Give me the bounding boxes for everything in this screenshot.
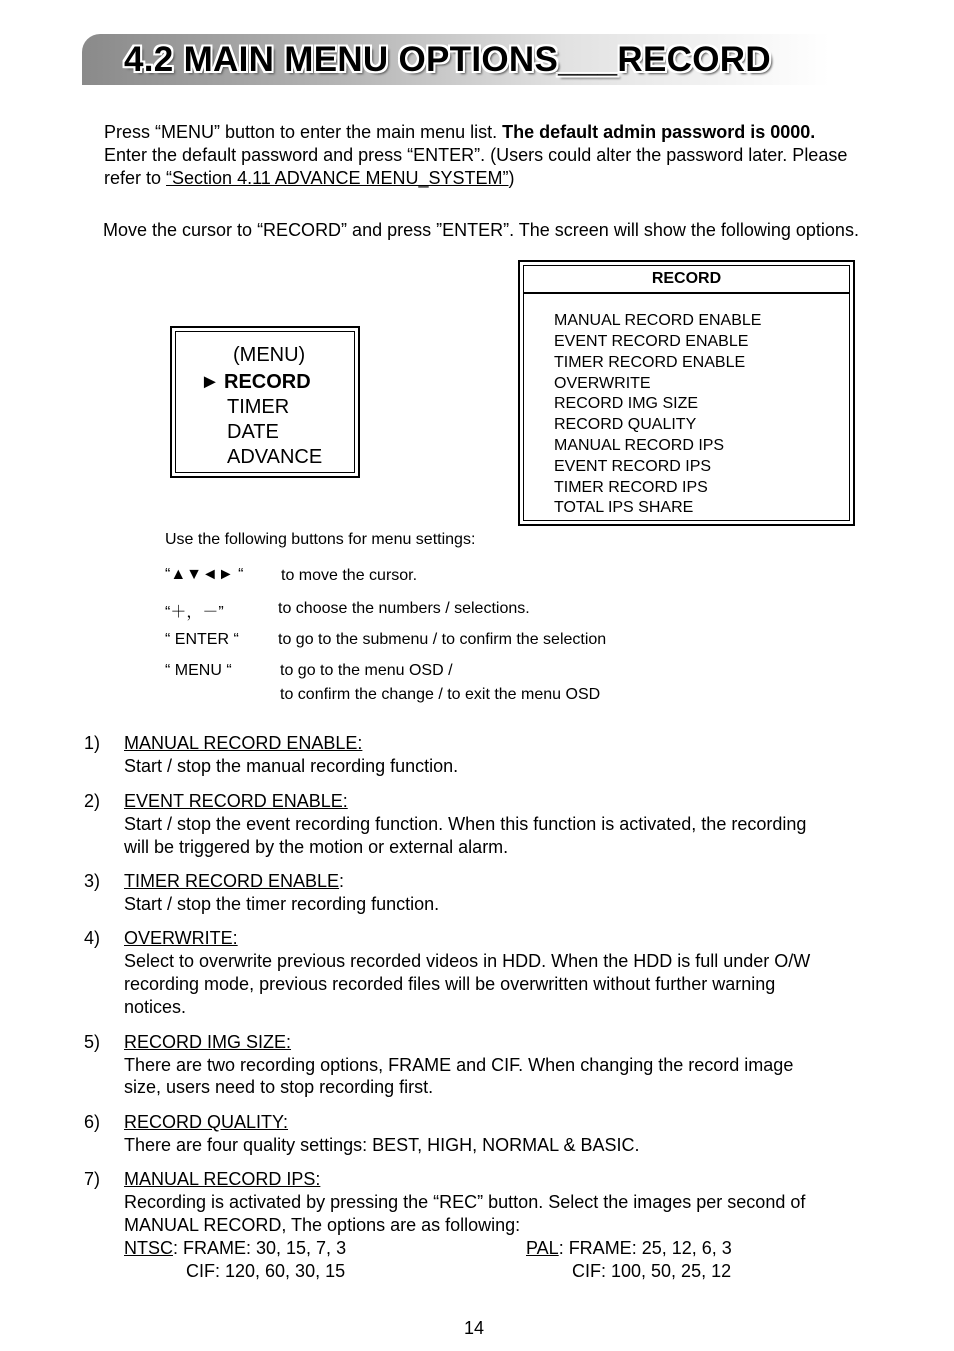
list-item-text: will be triggered by the motion or external alarm. bbox=[124, 837, 509, 857]
intro-line-3 bbox=[104, 167, 514, 190]
buttons-intro: Use the following buttons for menu settings: bbox=[165, 531, 476, 548]
list-item-text: notices. bbox=[124, 997, 187, 1017]
pal-cif: CIF: 100, 50, 25, 12 bbox=[572, 1261, 732, 1281]
ntsc-frame: : FRAME: 30, 15, 7, 3 bbox=[173, 1238, 347, 1258]
list-item-text: size, users need to stop recording first. bbox=[124, 1077, 434, 1097]
ntsc-cif: CIF: 120, 60, 30, 15 bbox=[186, 1261, 346, 1281]
record-option[interactable]: MANUAL RECORD IPS bbox=[554, 437, 725, 454]
list-item-text: There are two recording options, FRAME and CIF. When changing the record image bbox=[124, 1055, 794, 1075]
ntsc-label: NTSC bbox=[124, 1238, 173, 1258]
enter-key-label: “ ENTER “ bbox=[165, 631, 239, 648]
list-item-text: recording mode, previous recorded files will be overwritten without further warning bbox=[124, 974, 776, 994]
pal-frame-line bbox=[526, 1237, 732, 1260]
list-item-title: RECORD IMG SIZE: bbox=[124, 1032, 292, 1052]
list-item-text: There are four quality settings: BEST, HIGH, NORMAL & BASIC. bbox=[124, 1135, 640, 1155]
intro-line-1 bbox=[104, 121, 815, 144]
cursor-arrow-icon: ► bbox=[200, 371, 220, 393]
list-item-text: Select to overwrite previous recorded videos in HDD. When the HDD is full under O/W bbox=[124, 951, 811, 971]
list-item-title: TIMER RECORD ENABLE bbox=[124, 871, 340, 891]
pal-frame: : FRAME: 25, 12, 6, 3 bbox=[558, 1238, 732, 1258]
list-item-title: EVENT RECORD ENABLE: bbox=[124, 791, 348, 811]
intro-line-2: Enter the default password and press “ENTER”. (Users could alter the password later. Please bbox=[104, 145, 848, 165]
record-option[interactable]: RECORD IMG SIZE bbox=[554, 395, 699, 412]
menu-key-desc-2: to confirm the change / to exit the menu OSD bbox=[280, 686, 601, 703]
list-number: 7) bbox=[84, 1169, 101, 1189]
record-option[interactable]: TIMER RECORD IPS bbox=[554, 479, 708, 496]
intro-close: ) bbox=[508, 168, 515, 188]
list-item-text: MANUAL RECORD, The options are as following: bbox=[124, 1215, 521, 1235]
record-option[interactable]: OVERWRITE bbox=[554, 375, 651, 392]
record-menu-inner bbox=[523, 265, 850, 521]
page-number: 14 bbox=[464, 1318, 485, 1338]
list-item-text: Start / stop the timer recording function. bbox=[124, 894, 440, 914]
main-menu-title: (MENU) bbox=[233, 344, 306, 366]
list-item-title: MANUAL RECORD ENABLE: bbox=[124, 733, 363, 753]
menu-item-record[interactable]: RECORD bbox=[224, 371, 311, 393]
list-number: 3) bbox=[84, 871, 101, 891]
list-item-text: Start / stop the manual recording function. bbox=[124, 756, 459, 776]
record-option[interactable]: MANUAL RECORD ENABLE bbox=[554, 312, 762, 329]
record-menu-box bbox=[518, 260, 855, 526]
list-item-title: MANUAL RECORD IPS: bbox=[124, 1169, 321, 1189]
ntsc-frame-line bbox=[124, 1237, 346, 1260]
list-item-title-line bbox=[124, 870, 344, 893]
move-cursor-instruction: Move the cursor to “RECORD” and press ”ENTER”. The screen will show the following options. bbox=[103, 220, 859, 240]
menu-item-timer[interactable]: TIMER bbox=[227, 396, 290, 418]
list-item-title: RECORD QUALITY: bbox=[124, 1112, 289, 1132]
menu-item-advance[interactable]: ADVANCE bbox=[227, 446, 323, 468]
record-option[interactable]: EVENT RECORD IPS bbox=[554, 458, 712, 475]
list-number: 2) bbox=[84, 791, 101, 811]
menu-key-desc: to go to the menu OSD / bbox=[280, 662, 453, 679]
list-item-text: Recording is activated by pressing the “REC” button. Select the images per second of bbox=[124, 1192, 806, 1212]
list-item-title-colon: : bbox=[339, 871, 345, 891]
section-reference-link[interactable]: “Section 4.11 ADVANCE MENU_SYSTEM” bbox=[166, 168, 509, 188]
list-item-title: OVERWRITE: bbox=[124, 928, 238, 948]
page-title: 4.2 MAIN MENU OPTIONS___RECORD bbox=[124, 40, 771, 79]
record-menu-title: RECORD bbox=[524, 266, 849, 294]
pal-label: PAL bbox=[526, 1238, 559, 1258]
menu-key-label: “ MENU “ bbox=[165, 662, 232, 679]
list-item-text: Start / stop the event recording function. When this function is activated, the recording bbox=[124, 814, 807, 834]
arrow-keys-label: “▲▼◄► “ bbox=[165, 566, 244, 583]
record-option[interactable]: EVENT RECORD ENABLE bbox=[554, 333, 749, 350]
enter-key-desc: to go to the submenu / to confirm the selection bbox=[278, 631, 607, 648]
plus-minus-desc: to choose the numbers / selections. bbox=[278, 600, 530, 617]
intro-refer: refer to bbox=[104, 168, 167, 188]
list-number: 6) bbox=[84, 1112, 101, 1132]
record-option[interactable]: TOTAL IPS SHARE bbox=[554, 499, 694, 516]
main-menu-box bbox=[170, 326, 360, 478]
arrow-keys-desc: to move the cursor. bbox=[281, 567, 418, 584]
record-option[interactable]: TIMER RECORD ENABLE bbox=[554, 354, 746, 371]
menu-item-date[interactable]: DATE bbox=[227, 421, 279, 443]
default-password-note: The default admin password is 0000. bbox=[502, 122, 816, 142]
plus-minus-label: “＋，－” bbox=[165, 604, 224, 621]
record-option[interactable]: RECORD QUALITY bbox=[554, 416, 697, 433]
intro-text: Press “MENU” button to enter the main menu list. bbox=[104, 122, 503, 142]
list-number: 4) bbox=[84, 928, 101, 948]
list-number: 1) bbox=[84, 733, 101, 753]
list-number: 5) bbox=[84, 1032, 101, 1052]
